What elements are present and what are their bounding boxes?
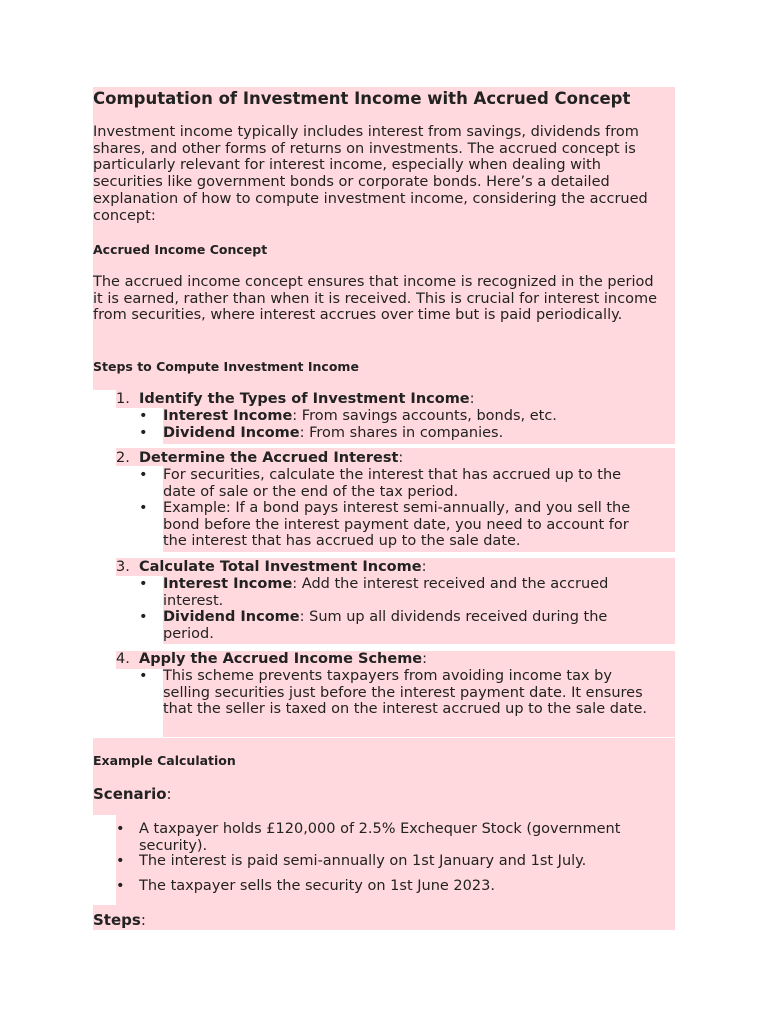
bullet-icon: •: [116, 878, 125, 894]
step-number: 3.: [116, 559, 130, 575]
list-item: • A taxpayer holds £120,000 of 2.5% Exchequer Stock (government security).: [116, 821, 621, 854]
bullet-icon: •: [139, 425, 148, 441]
list-item: • This scheme prevents taxpayers from avoiding income tax by selling securities just before the interest payment date. It ensures that the seller is taxed on the interest accrued up to the sale date.: [139, 668, 648, 718]
step-title: Identify the Types of Investment Income: [139, 391, 470, 407]
list-item: • For securities, calculate the interest that has accrued up to the date of sale or the end of the tax period.: [139, 467, 622, 500]
bullet-icon: •: [139, 576, 148, 592]
intro-paragraph: Investment income typically includes interest from savings, dividends from shares, and other forms of returns on investments. The accrued concept is particularly relevant for interest income, especially when dealing with securities like government bonds or corporate bonds. Here’s a detailed explanation of how to compute investment income, considering the accrued concept:: [93, 124, 648, 224]
section-heading-steps: Steps to Compute Investment Income: [93, 359, 359, 374]
bullet-icon: •: [139, 609, 148, 625]
bullet-icon: •: [139, 467, 148, 483]
steps-label: Steps: [93, 911, 141, 929]
accrued-paragraph: The accrued income concept ensures that income is recognized in the period it is earned, rather than when it is received. This is crucial for interest income from securities, where interest accrues over time but is paid periodically.: [93, 274, 657, 324]
bullet-icon: •: [116, 821, 125, 837]
list-item: • The taxpayer sells the security on 1st June 2023.: [116, 878, 495, 894]
bullet-icon: •: [139, 408, 148, 424]
step-number: 1.: [116, 391, 130, 407]
step-title: Determine the Accrued Interest: [139, 450, 399, 466]
bullet-icon: •: [139, 668, 148, 684]
document-title: Computation of Investment Income with Accrued Concept: [93, 89, 631, 108]
list-item: • Interest Income: Add the interest received and the accrued interest.: [139, 576, 609, 609]
section-heading-accrued: Accrued Income Concept: [93, 242, 268, 257]
highlight-steps-label: [93, 905, 675, 930]
list-item: • Example: If a bond pays interest semi-annually, and you sell the bond before the interest payment date, you need to account for the interest that has accrued up to the sale date.: [139, 500, 631, 550]
list-item: • The interest is paid semi-annually on 1st January and 1st July.: [116, 853, 587, 869]
step-number: 4.: [116, 651, 130, 667]
step-title: Apply the Accrued Income Scheme: [139, 651, 423, 667]
scenario-label-row: Scenario:: [93, 785, 172, 803]
step-number: 2.: [116, 450, 130, 466]
bullet-icon: •: [139, 500, 148, 516]
highlight-example: [93, 738, 675, 815]
steps-label-row: Steps:: [93, 911, 146, 929]
list-item: • Dividend Income: Sum up all dividends received during the period.: [139, 609, 608, 642]
list-item: • Dividend Income: From shares in companies.: [139, 425, 504, 441]
section-heading-example: Example Calculation: [93, 753, 236, 768]
scenario-label: Scenario: [93, 785, 167, 803]
step-title: Calculate Total Investment Income: [139, 559, 422, 575]
list-item: • Interest Income: From savings accounts, bonds, etc.: [139, 408, 557, 424]
bullet-icon: •: [116, 853, 125, 869]
